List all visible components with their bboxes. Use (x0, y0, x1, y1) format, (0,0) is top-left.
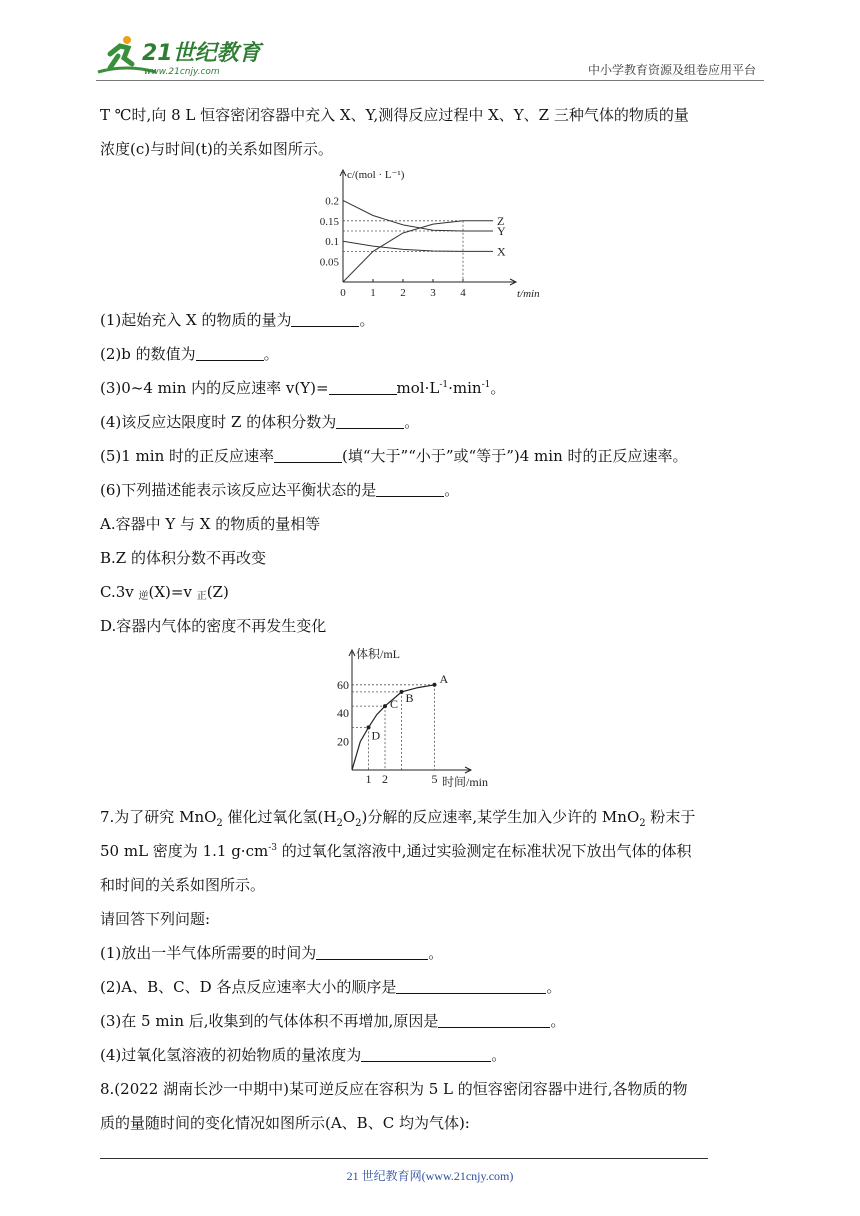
y-tick-label: 0.05 (319, 256, 339, 269)
option-b: B.Z 的体积分数不再改变 (100, 549, 266, 567)
q6-part-3 (100, 377, 764, 399)
q7-line-4: 请回答下列问题: (100, 910, 211, 928)
subscript-forward: 正 (196, 591, 207, 602)
point-label-b: B (405, 690, 414, 705)
answer-blank-9[interactable] (438, 1011, 550, 1028)
q7-part-3 (100, 1010, 764, 1032)
q7-part-1 (100, 942, 764, 964)
unit-min: ·min (448, 379, 482, 397)
answer-blank-8[interactable] (396, 977, 546, 994)
period: 。 (359, 311, 375, 329)
q6-part-4 (100, 411, 764, 433)
subscript: 2 (216, 818, 223, 829)
q6-part-2-text: (2)b 的数值为 (100, 345, 196, 363)
point-label-a: A (439, 671, 449, 686)
unit-exponent-2: -1 (481, 380, 491, 390)
x-axis-label: 时间/min (442, 775, 489, 789)
y-tick-label: 60 (337, 677, 349, 692)
q6-part-4-text: (4)该反应达限度时 Z 的体积分数为 (100, 413, 337, 431)
point-b (400, 690, 404, 694)
concentration-time-chart (310, 166, 550, 304)
series-line-x (343, 241, 493, 251)
point-d (367, 725, 371, 729)
q7-text-d: )分解的反应速率,某学生加入少许的 MnO (361, 808, 640, 826)
logo-text: 21世纪教育 (142, 41, 261, 66)
period: 。 (491, 1046, 507, 1064)
x-tick-label: 4 (460, 287, 466, 299)
q6-part-6-text: (6)下列描述能表示该反应达平衡状态的是 (100, 481, 377, 499)
y-tick-label: 0.1 (325, 236, 339, 249)
q7-line-2-b: 的过氧化氢溶液中,通过实验测定在标准状况下放出气体的体积 (276, 842, 692, 860)
y-tick-label: 20 (337, 734, 349, 749)
superscript: -3 (268, 843, 277, 853)
answer-blank-6[interactable] (376, 480, 444, 497)
q6-intro-line-1: T ℃时,向 8 L 恒容密闭容器中充入 X、Y,测得反应过程中 X、Y、Z 三种气体的物质的量 (100, 106, 689, 124)
answer-blank-1[interactable] (291, 310, 359, 327)
y-tick-label: 40 (337, 706, 349, 721)
q6-part-1-text: (1)起始充入 X 的物质的量为 (100, 311, 292, 329)
q6-part-3-text: (3)0~4 min 内的反应速率 v(Y)= (100, 379, 329, 397)
q7-part-4 (100, 1044, 764, 1066)
q6-part-2 (100, 343, 764, 365)
q7-line-2 (100, 840, 764, 862)
x-tick-label: 1 (370, 287, 376, 299)
x-tick-label: 2 (382, 772, 388, 786)
x-tick-label: 2 (400, 287, 406, 299)
q6-intro-line-2: 浓度(c)与时间(t)的关系如图所示。 (100, 140, 333, 158)
point-a (433, 683, 437, 687)
q7-part-3-text: (3)在 5 min 后,收集到的气体体积不再增加,原因是 (100, 1012, 439, 1030)
q6-part-5-text-a: (5)1 min 时的正反应速率 (100, 447, 275, 465)
unit-exponent-1: -1 (439, 380, 449, 390)
q7-text-e: 粉末于 (645, 808, 696, 826)
period: 。 (428, 944, 444, 962)
x-tick-label: 1 (365, 772, 372, 786)
series-label-x: X (497, 244, 506, 259)
q7-part-2-text: (2)A、B、C、D 各点反应速率大小的顺序是 (100, 978, 397, 996)
subscript-reverse: 逆 (138, 591, 149, 602)
answer-blank-7[interactable] (316, 943, 428, 960)
footer-divider (100, 1158, 708, 1159)
period: 。 (263, 345, 279, 363)
q7-line-3: 和时间的关系如图所示。 (100, 876, 266, 894)
q7-line-1 (100, 806, 764, 828)
subscript: 2 (639, 818, 646, 829)
page-header (0, 0, 860, 90)
option-c-text-b: (X)=v (148, 583, 197, 601)
point-label-d: D (371, 728, 381, 743)
x-axis-label: t/min (517, 288, 540, 300)
q7-text-a: 7.为了研究 MnO (100, 808, 217, 826)
period: 。 (404, 413, 420, 431)
point-label-c: C (390, 697, 399, 712)
series-label-y: Y (497, 224, 506, 238)
site-logo (96, 34, 266, 78)
q7-part-2 (100, 976, 764, 998)
series-line-y (343, 200, 493, 231)
header-divider (96, 80, 764, 81)
logo-url: www.21cnjy.com (144, 67, 220, 77)
unit-mol-l: mol·L (396, 379, 440, 397)
point-c (383, 704, 387, 708)
y-tick-label: 0.15 (319, 215, 339, 228)
option-c (100, 581, 764, 608)
period: 。 (490, 379, 506, 397)
answer-blank-2[interactable] (196, 344, 264, 361)
option-c-text-c: (Z) (206, 583, 229, 601)
option-a: A.容器中 Y 与 X 的物质的量相等 (100, 515, 321, 533)
x-tick-label: 0 (340, 287, 346, 299)
q7-line-2-a: 50 mL 密度为 1.1 g·cm (100, 842, 269, 860)
q7-part-1-text: (1)放出一半气体所需要的时间为 (100, 944, 317, 962)
subscript: 2 (336, 818, 343, 829)
q6-part-1 (100, 309, 764, 331)
x-tick-label: 3 (430, 287, 436, 299)
footer-text: 21 世纪教育网(www.21cnjy.com) (346, 1169, 514, 1183)
y-tick-label: 0.2 (325, 195, 339, 208)
subscript: 2 (355, 818, 362, 829)
y-axis-label: 体积/mL (356, 647, 400, 661)
option-d: D.容器内气体的密度不再发生变化 (100, 617, 327, 635)
x-tick-label: 5 (431, 772, 438, 786)
period: 。 (550, 1012, 566, 1030)
series-label-z: Z (497, 213, 505, 228)
platform-name: 中小学教育资源及组卷应用平台 (587, 63, 756, 77)
option-c-text-a: C.3v (100, 583, 139, 601)
period: 。 (546, 978, 562, 996)
period: 。 (444, 481, 460, 499)
q7-part-4-text: (4)过氧化氢溶液的初始物质的量浓度为 (100, 1046, 362, 1064)
answer-blank-5[interactable] (274, 446, 342, 463)
answer-blank-10[interactable] (361, 1045, 491, 1062)
q8-line-1: 8.(2022 湖南长沙一中期中)某可逆反应在容积为 5 L 的恒容密闭容器中进行,各物质的物 (100, 1080, 688, 1098)
q6-part-5 (100, 445, 764, 467)
q7-text-b: 催化过氧化氢(H (222, 808, 337, 826)
answer-blank-3[interactable] (329, 378, 397, 395)
q6-part-6 (100, 479, 764, 501)
q7-text-c: O (342, 808, 356, 826)
q6-part-5-text-b: (填“大于”“小于”或“等于”)4 min 时的正反应速率。 (342, 447, 688, 465)
y-axis-label: c/(mol · L⁻¹) (347, 169, 405, 181)
answer-blank-4[interactable] (336, 412, 404, 429)
q8-line-2: 质的量随时间的变化情况如图所示(A、B、C 均为气体): (100, 1114, 470, 1132)
volume-time-chart (320, 642, 510, 792)
